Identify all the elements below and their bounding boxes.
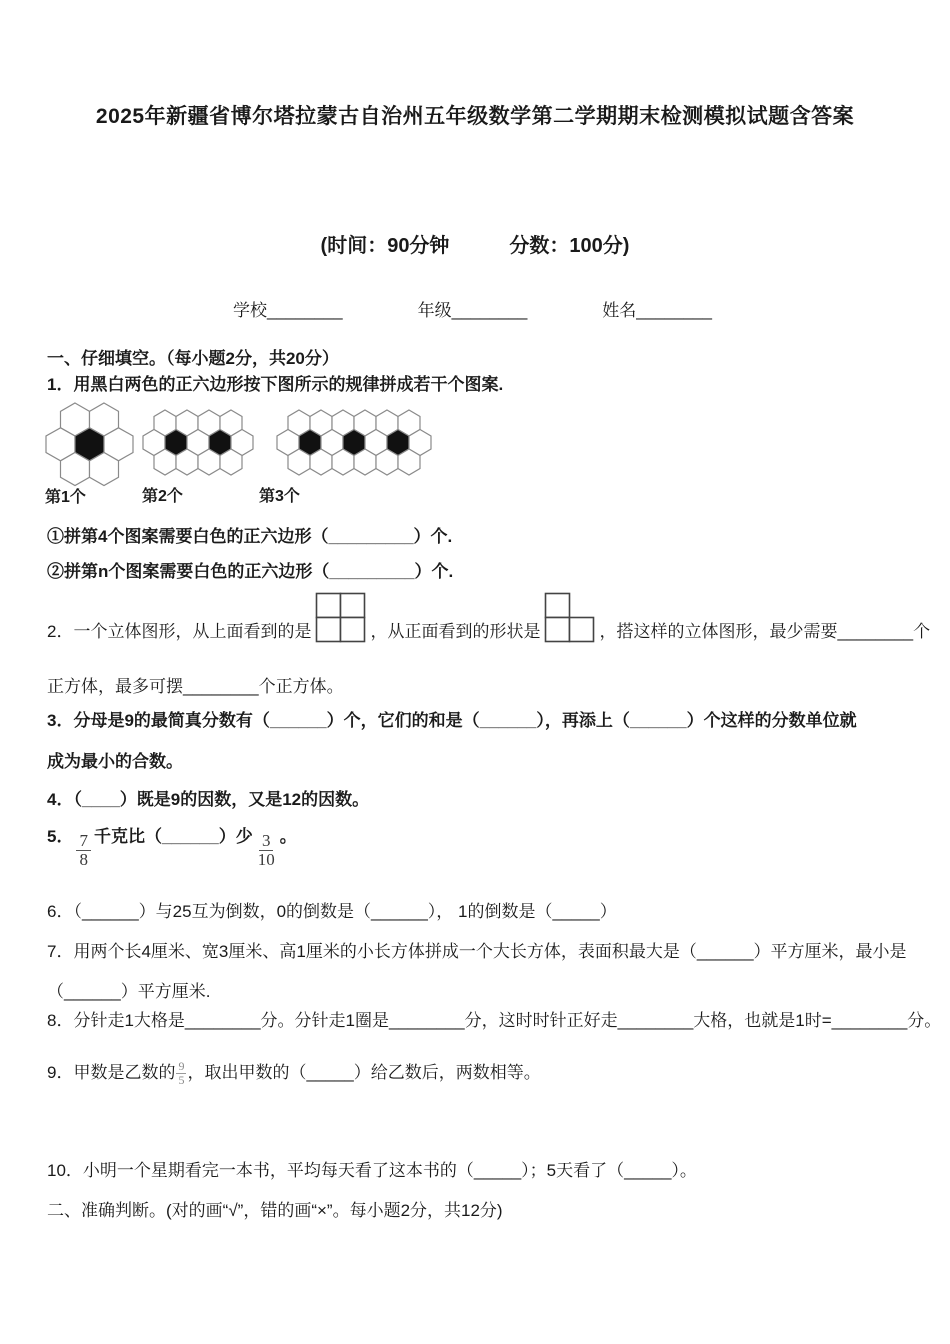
figure-3-label: 第3个 (259, 488, 300, 506)
section-one-heading: 一、仔细填空。（每小题2分，共20分） (47, 349, 339, 368)
hexagon-figure-2 (142, 402, 254, 508)
question-1-sub-2: ②拼第n个图案需要白色的正六边形（_________）个. (47, 562, 454, 581)
question-7-line-2: （______）平方厘米. (47, 982, 211, 1001)
fraction (256, 832, 277, 869)
page-title: 2025年新疆省博尔塔拉蒙古自治州五年级数学第二学期期末检测模拟试题含答案 (95, 105, 855, 128)
question-3-line-1: 3．分母是9的最简真分数有（______）个，它们的和是（______），再添上（______）个这样的分数单位就 (47, 711, 857, 730)
question-4-text: 4．（____）既是9的因数，又是12的因数。 (47, 790, 370, 809)
question-10-text: 10．小明一个星期看完一本书，平均每天看了这本书的（_____）；5天看了（_____）。 (47, 1161, 697, 1180)
question-6-text: 6．（______）与25互为倒数，0的倒数是（______）， 1的倒数是（_____） (47, 902, 617, 921)
question-9-line (47, 1060, 912, 1086)
question-8-text: 8．分针走1大格是________分。分针走1圈是________分，这时时针正好走________大格，也就是1时=________分。 (47, 1011, 942, 1030)
top-view-grid-icon (315, 592, 366, 643)
question-7-line-1: 7．用两个长4厘米、宽3厘米、高1厘米的小长方体拼成一个大长方体，表面积最大是（______）平方厘米，最小是 (47, 942, 907, 961)
student-info-row (233, 300, 712, 323)
fraction (76, 832, 91, 869)
fraction-numerator: 3 (259, 832, 274, 851)
text-segment: 5． (47, 827, 74, 846)
grade-field: 年级________ (417, 301, 528, 320)
figure-1-label: 第1个 (45, 488, 86, 506)
fraction (176, 1060, 186, 1086)
hexagon-figure-1 (45, 402, 134, 508)
question-3-line-2: 成为最小的合数。 (47, 752, 183, 771)
question-5-line (47, 826, 912, 869)
fraction-denominator: 5 (178, 1072, 185, 1087)
fraction-denominator: 10 (257, 849, 275, 869)
section-two-heading: 二、准确判断。(对的画“√”，错的画“×”。每小题2分，共12分) (47, 1201, 503, 1220)
hexagon-pattern-svg (142, 409, 254, 476)
hexagon-pattern-1 (45, 402, 134, 487)
hexagon-pattern-svg (276, 409, 432, 476)
question-1-sub-1: ①拼第4个图案需要白色的正六边形（_________）个. (47, 527, 453, 546)
text-segment: ，从正面看到的形状是 (370, 622, 541, 641)
text-segment: ，取出甲数的（_____）给乙数后，两数相等。 (187, 1063, 541, 1082)
hexagon-figures-row (45, 402, 432, 508)
name-field: 姓名________ (602, 301, 712, 320)
hexagon-figure-3 (259, 402, 432, 508)
front-view-grid-icon (544, 592, 595, 643)
figure-2-label: 第2个 (142, 488, 183, 506)
question-2-line-2: 正方体，最多可摆________个正方体。 (47, 677, 344, 696)
fraction-denominator: 8 (79, 849, 88, 869)
hexagon-pattern-2 (142, 409, 254, 476)
hexagon-pattern-3 (276, 409, 432, 476)
text-segment: 9．甲数是乙数的 (47, 1063, 176, 1082)
text-segment: 。 (279, 827, 297, 846)
question-2-line-1 (47, 592, 931, 644)
fraction-numerator: 9 (178, 1059, 185, 1073)
text-segment: 2．一个立体图形，从上面看到的是 (47, 622, 312, 641)
school-field: 学校________ (233, 301, 343, 320)
text-segment: 千克比（______）少 (93, 827, 253, 846)
text-segment: ，搭这样的立体图形，最少需要________个 (599, 622, 931, 641)
question-1-text: 1．用黑白两色的正六边形按下图所示的规律拼成若干个图案. (47, 375, 504, 394)
time-score-line: (时间：90分钟 分数：100分) (320, 235, 630, 257)
fraction-numerator: 7 (76, 832, 91, 851)
hexagon-pattern-svg (45, 402, 134, 487)
